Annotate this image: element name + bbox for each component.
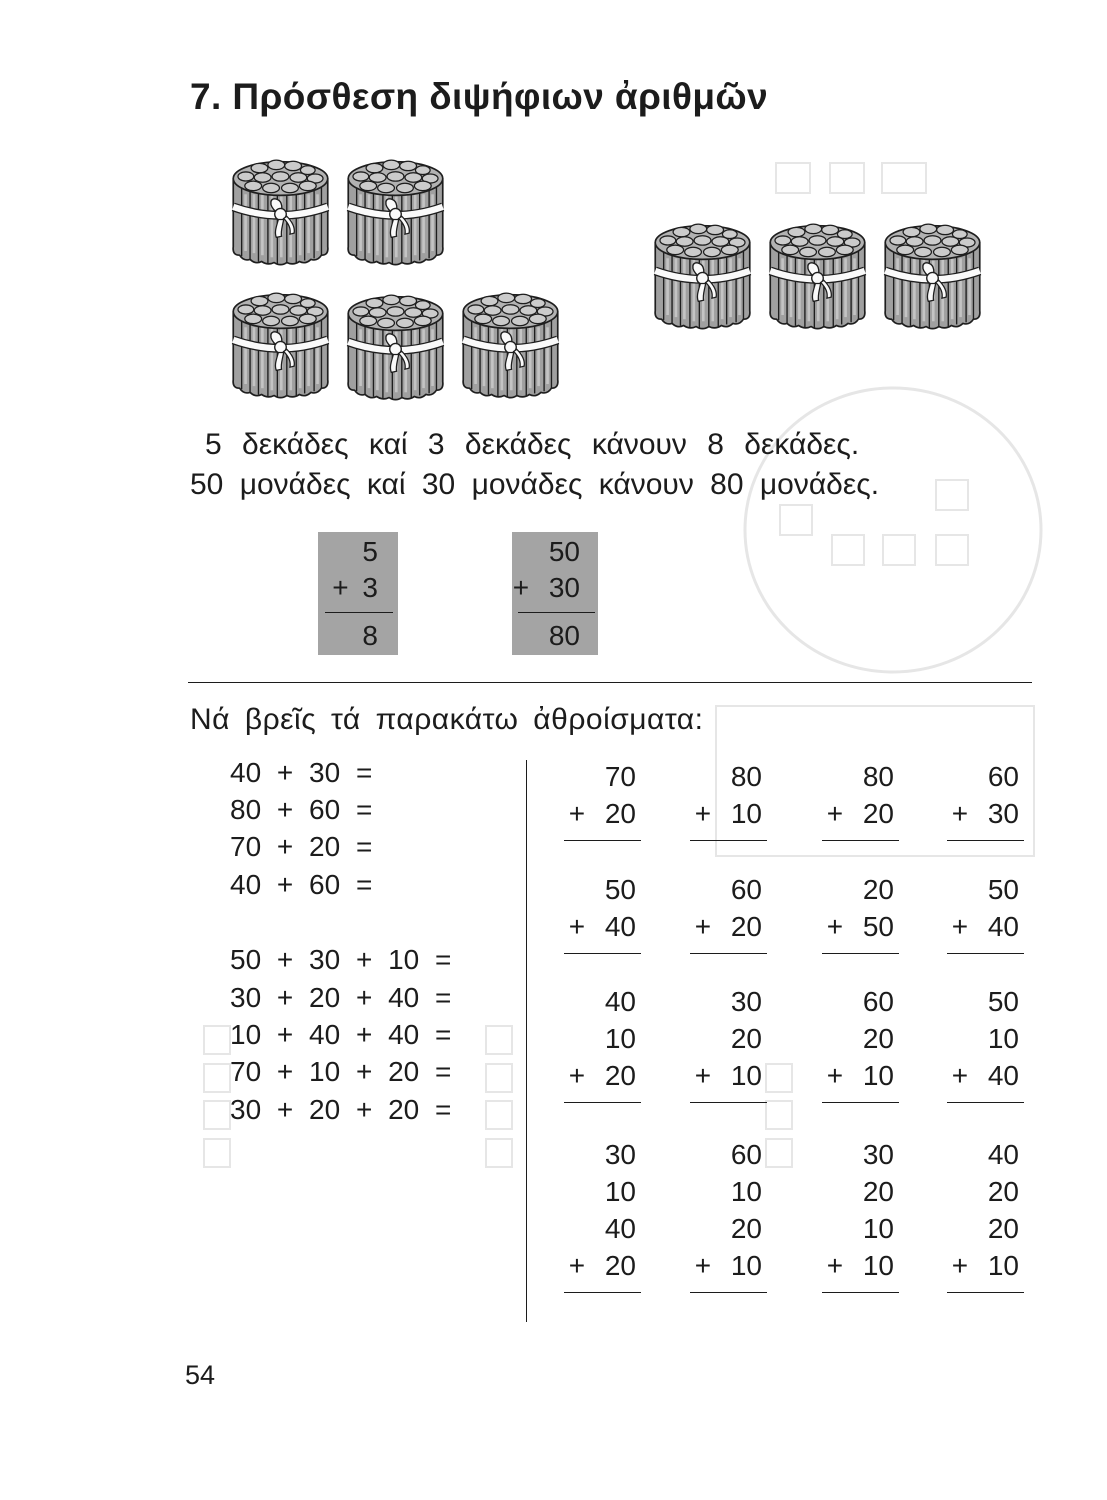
column-sum-rule (690, 953, 767, 954)
column-sum-rule (690, 1292, 767, 1293)
column-sum-addend: + 30 (951, 798, 1019, 829)
column-sum-rule (564, 1102, 641, 1103)
ones-statement: 50 μονάδες καί 30 μονάδες κάνουν 80 μονάδες. (190, 468, 880, 501)
column-sum-rule (947, 840, 1024, 841)
column-sum (819, 871, 899, 954)
column-sum-rule (947, 1102, 1024, 1103)
column-sum (687, 1136, 767, 1293)
column-sum (687, 983, 767, 1103)
column-sum-operand: 40 (604, 986, 636, 1017)
tens-group-left (233, 160, 558, 399)
tens-statement: 5 δεκάδες καί 3 δεκάδες κάνουν 8 δεκάδες. (205, 428, 860, 461)
bleed-through-square (936, 480, 968, 510)
column-sum (687, 758, 767, 841)
column-sum-addend: + 50 (826, 911, 894, 942)
column-sum-operand: 80 (862, 761, 894, 792)
bundle-of-ten-sticks-icon (233, 160, 328, 264)
column-sum (819, 758, 899, 841)
column-sum (687, 871, 767, 954)
column-sum-operand: 80 (730, 761, 762, 792)
column-sum (944, 983, 1024, 1103)
column-sum-operand: 60 (730, 1139, 762, 1170)
row-sum: 80 + 60 = (230, 794, 373, 825)
column-sum-addend: + 20 (568, 1250, 636, 1281)
row-sum: 30 + 20 + 20 = (230, 1094, 452, 1125)
bleed-through-square (204, 1139, 230, 1167)
column-sum-operand: 10 (862, 1213, 894, 1244)
column-sum-addend: + 20 (694, 911, 762, 942)
column-sum-operand: 20 (862, 874, 894, 905)
column-sum-operand: 20 (987, 1213, 1019, 1244)
column-sum-operand: 30 (730, 986, 762, 1017)
column-sum-operand: 40 (987, 1139, 1019, 1170)
column-sum-addend: + 20 (568, 1060, 636, 1091)
lesson-title: 7. Πρόσθεση διψήφιων ἀριθμῶν (190, 76, 769, 117)
bleed-through-square (936, 535, 968, 565)
bundle-of-ten-sticks-icon (885, 224, 980, 328)
column-sum-rule (690, 1102, 767, 1103)
column-sum-addend: + 20 (568, 798, 636, 829)
example-result: 8 (362, 620, 378, 651)
column-sum-operand: 20 (730, 1213, 762, 1244)
column-sum (561, 983, 641, 1103)
column-sum-operand: 60 (862, 986, 894, 1017)
section-divider (188, 682, 1032, 683)
row-sum: 40 + 30 = (230, 757, 373, 788)
row-sum: 10 + 40 + 40 = (230, 1019, 452, 1050)
column-sum-addend: + 10 (694, 1250, 762, 1281)
bleed-through-square (766, 1139, 792, 1167)
column-sum (944, 871, 1024, 954)
column-sum-rule (690, 840, 767, 841)
column-sum-addend: + 40 (568, 911, 636, 942)
column-sum-operand: 20 (987, 1176, 1019, 1207)
bundle-of-ten-sticks-icon (233, 293, 328, 397)
column-sum-rule (822, 953, 899, 954)
column-sum-addend: + 40 (951, 1060, 1019, 1091)
column-sum-addend: + 10 (694, 798, 762, 829)
column-sum (944, 1136, 1024, 1293)
column-sum-operand: 70 (604, 761, 636, 792)
column-sum-rule (822, 840, 899, 841)
bleed-through-square (204, 1064, 230, 1092)
column-sum-operand: 50 (987, 874, 1019, 905)
column-sum-operand: 40 (604, 1213, 636, 1244)
column-sum-addend: + 10 (694, 1060, 762, 1091)
column-sum-operand: 20 (862, 1176, 894, 1207)
column-sum-rule (947, 1292, 1024, 1293)
bundle-of-ten-sticks-icon (770, 224, 865, 328)
example-box-ones (512, 532, 598, 655)
bundle-of-ten-sticks-icon (655, 224, 750, 328)
row-sum: 30 + 20 + 40 = (230, 982, 452, 1013)
column-sum-addend: + 20 (826, 798, 894, 829)
example-sum-rule (518, 612, 595, 613)
column-sum-operand: 50 (987, 986, 1019, 1017)
column-sum-operand: 10 (604, 1023, 636, 1054)
bleed-through-square (883, 535, 915, 565)
bundle-of-ten-sticks-icon (348, 160, 443, 264)
column-sum (819, 983, 899, 1103)
tens-illustration (0, 0, 1107, 420)
column-sum-addend: + 40 (951, 911, 1019, 942)
column-sum-rule (564, 953, 641, 954)
bleed-through-square (486, 1101, 512, 1129)
column-sum-operand: 20 (730, 1023, 762, 1054)
column-sum-operand: 20 (862, 1023, 894, 1054)
bleed-through-square (204, 1026, 230, 1054)
column-sum-addend: + 10 (826, 1060, 894, 1091)
bundle-of-ten-sticks-icon (348, 295, 443, 399)
row-sum: 40 + 60 = (230, 869, 373, 900)
page-number: 54 (185, 1360, 216, 1390)
example-sum-rule (325, 612, 393, 613)
example-operand: 50 (548, 536, 580, 567)
bleed-through-square (832, 535, 864, 565)
column-sum-rule (564, 840, 641, 841)
bleed-through-square (486, 1139, 512, 1167)
column-sum-rule (822, 1102, 899, 1103)
bleed-through-square (766, 1101, 792, 1129)
example-addend: + 30 (512, 572, 580, 603)
bleed-through-square (486, 1026, 512, 1054)
column-sum-addend: + 10 (826, 1250, 894, 1281)
column-sum-operand: 10 (987, 1023, 1019, 1054)
column-sum-rule (947, 953, 1024, 954)
column-sum-operand: 30 (604, 1139, 636, 1170)
bleed-through-square (780, 505, 812, 535)
bundle-of-ten-sticks-icon (463, 293, 558, 397)
column-sum-rule (822, 1292, 899, 1293)
column-sum-operand: 60 (987, 761, 1019, 792)
row-sum: 50 + 30 + 10 = (230, 944, 452, 975)
bleed-through-square (204, 1101, 230, 1129)
example-operand: 5 (362, 536, 378, 567)
example-result: 80 (548, 620, 580, 651)
column-sum (561, 758, 641, 841)
column-sum-operand: 60 (730, 874, 762, 905)
column-sum (944, 758, 1024, 841)
column-sum-addend: + 10 (951, 1250, 1019, 1281)
column-sum-rule (564, 1292, 641, 1293)
example-addend: + 3 (332, 572, 378, 603)
column-sum (561, 1136, 641, 1293)
bleed-through-square (766, 1064, 792, 1092)
column-sum-operand: 10 (604, 1176, 636, 1207)
row-sum: 70 + 20 = (230, 831, 373, 862)
bleed-through-square (486, 1064, 512, 1092)
column-divider (526, 760, 527, 1322)
row-sum: 70 + 10 + 20 = (230, 1056, 452, 1087)
column-sum-operand: 30 (862, 1139, 894, 1170)
column-sum (819, 1136, 899, 1293)
tens-group-right (655, 224, 980, 328)
example-box-tens (318, 532, 398, 655)
exercise-instruction: Νά βρεῖς τά παρακάτω ἀθροίσματα: (190, 703, 704, 736)
column-sum-operand: 10 (730, 1176, 762, 1207)
column-sum (561, 871, 641, 954)
column-sum-operand: 50 (604, 874, 636, 905)
